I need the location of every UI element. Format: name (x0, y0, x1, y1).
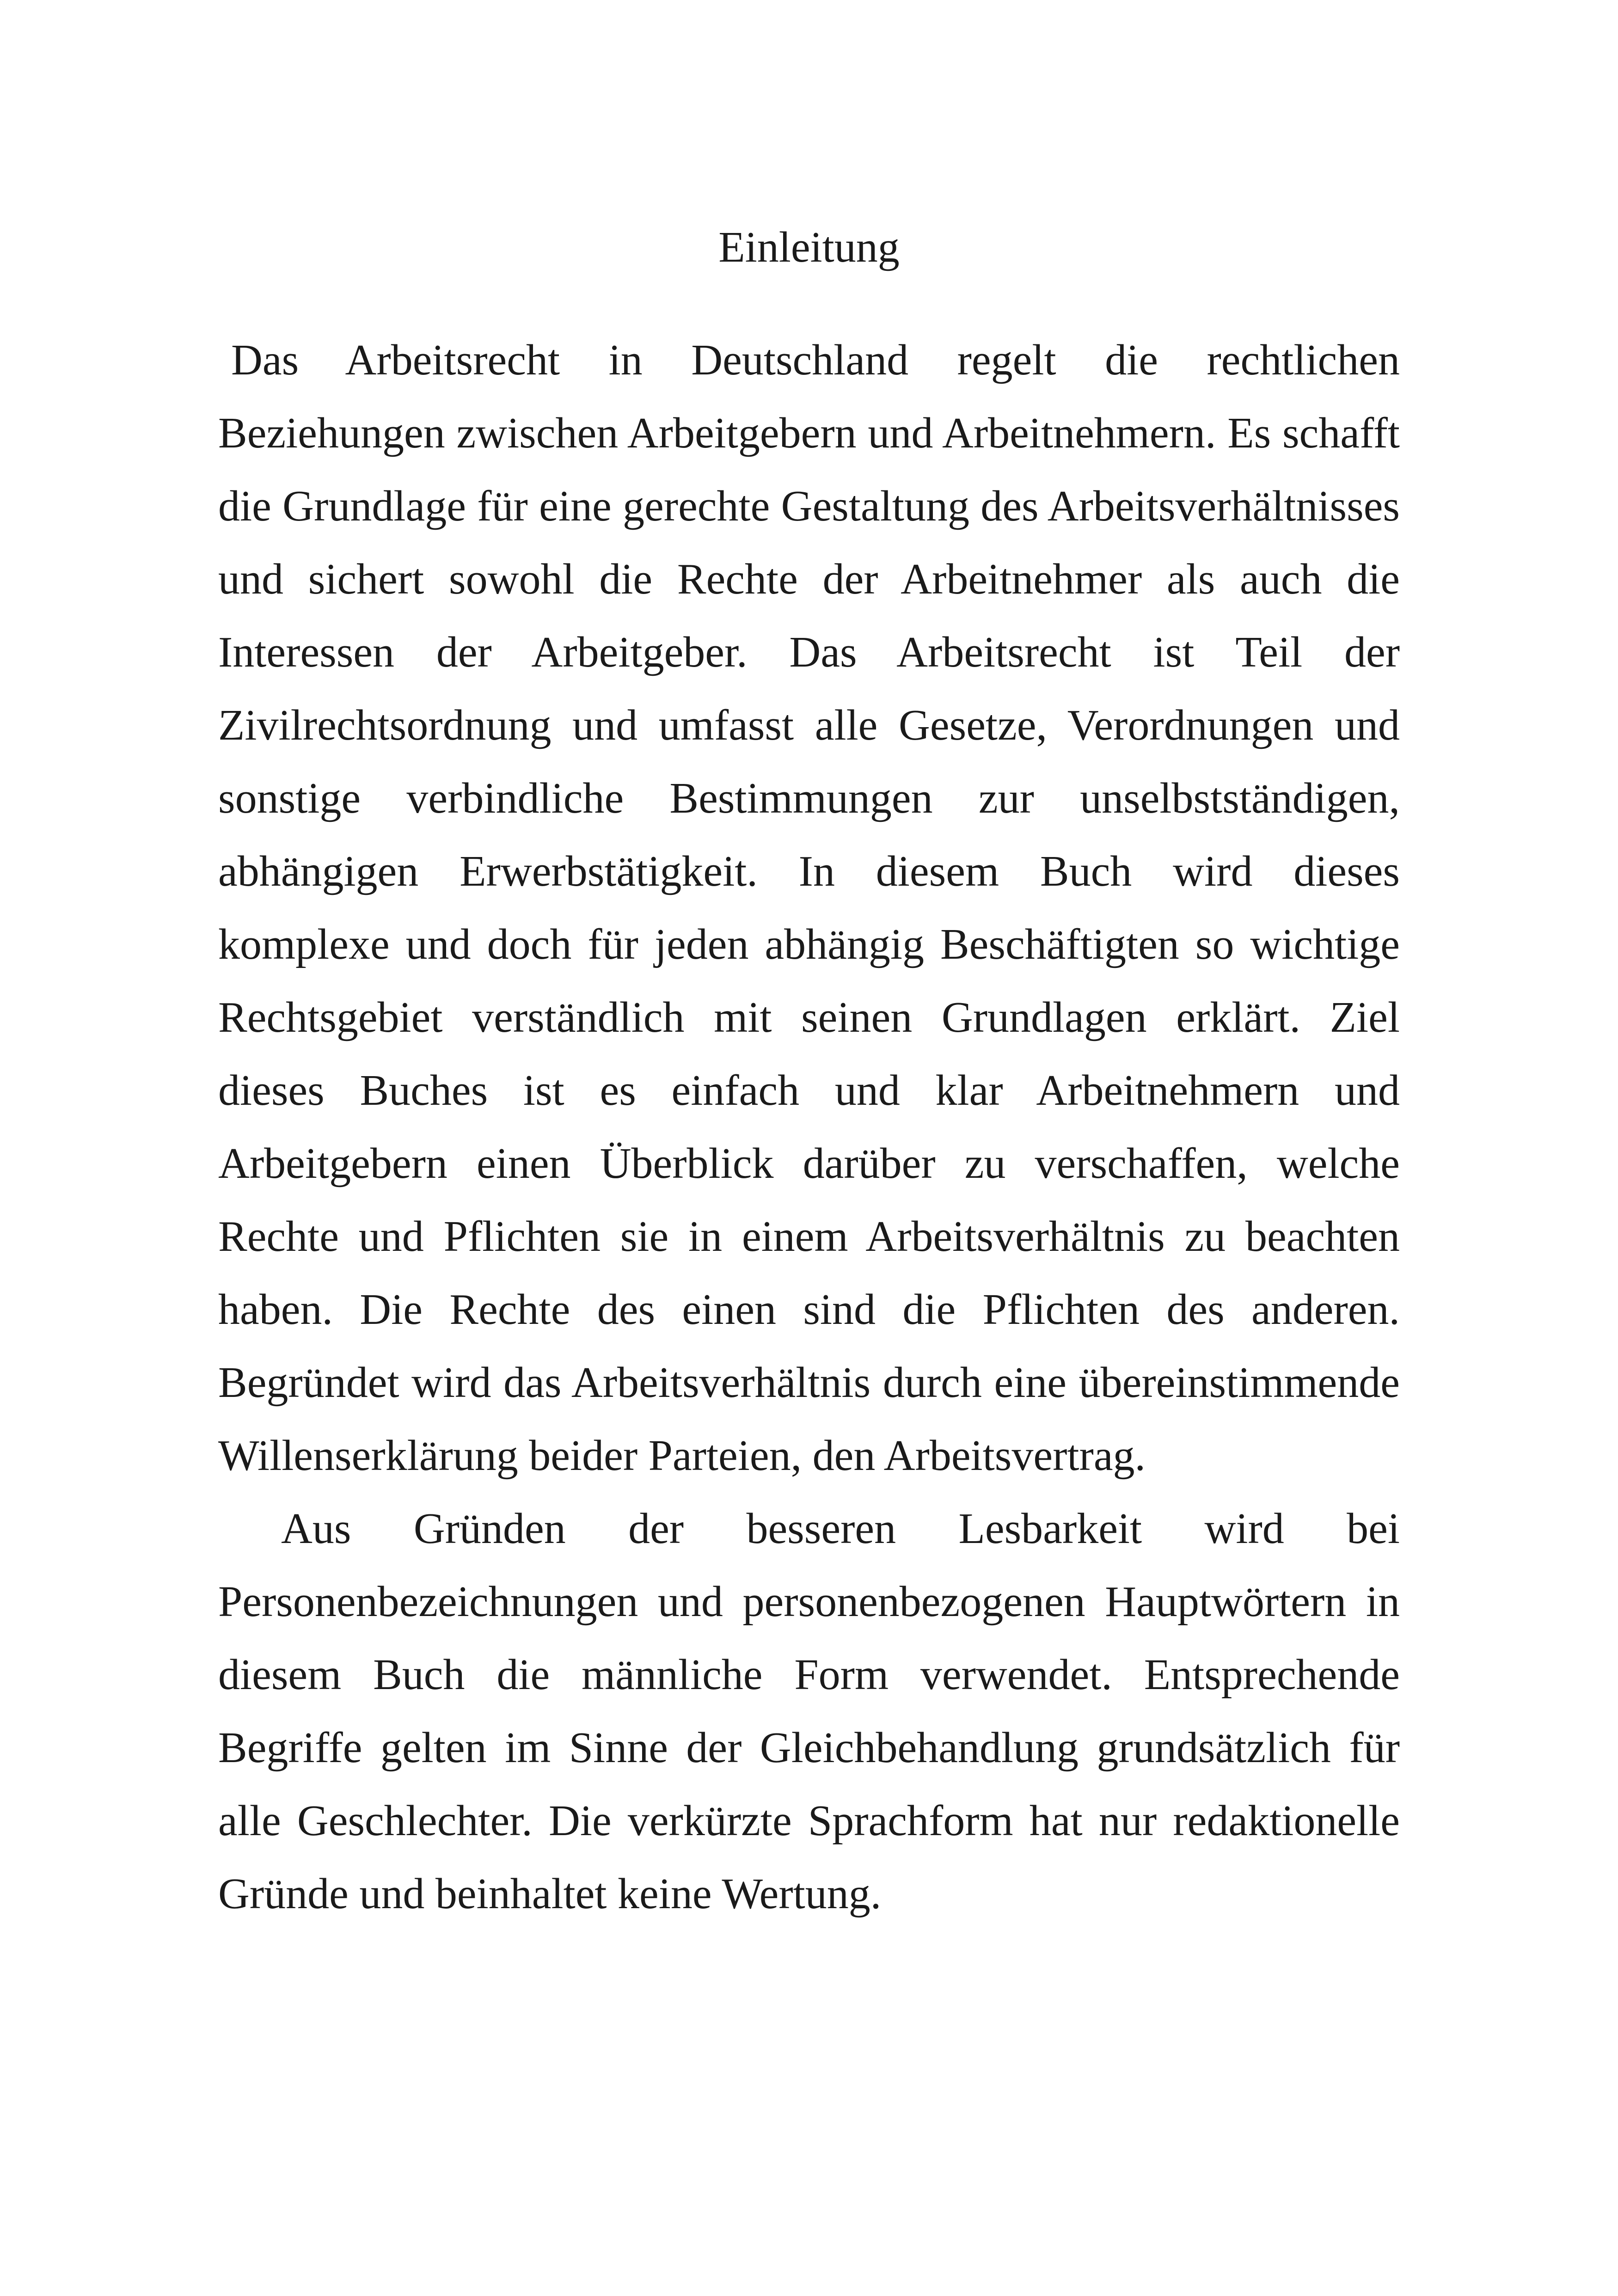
paragraph-gender-note: Aus Gründen der besseren Lesbarkeit wird bei Personenbezeichnungen und personenbezogenen Hauptwörtern in diesem Buch die männliche Form verwendet. Entsprechende Begriffe gelten im Sinne der Gleichbehandlung grundsätzlich für alle Geschlechter. Die verkürzte Sprachform hat nur redaktionelle Gründe und beinhaltet keine Wertung. (218, 1505, 1400, 1918)
paragraph-introduction: Das Arbeitsrecht in Deutschland regelt die rechtlichen Beziehungen zwischen Arbeitgebern und Arbeitnehmern. Es schafft die Grundlage für eine gerechte Gestaltung des Arbeitsverhältnisses und sichert sowohl die Rechte der Arbeitnehmer als auch die Interessen der Arbeitgeber. Das Arbeitsrecht ist Teil der Zivilrechtsordnung und umfasst alle Gesetze, Verordnungen und sonstige verbindliche Bestimmungen zur unselbstständigen, abhängigen Erwerbstätigkeit. In diesem Buch wird dieses komplexe und doch für jeden abhängig Beschäftigten so wichtige Rechtsgebiet verständlich mit seinen Grundlagen erklärt. Ziel dieses Buches ist es einfach und klar Arbeitnehmern und Arbeitgebern einen Überblick darüber zu verschaffen, welche Rechte und Pflichten sie in einem Arbeitsverhältnis zu beachten haben. Die Rechte des einen sind die Pflichten des anderen. Begründet wird das Arbeitsverhältnis durch eine übereinstimmende Willenserklärung beider Parteien, den Arbeitsvertrag. (218, 336, 1400, 1480)
page-title: Einleitung (718, 223, 900, 271)
body-text (218, 324, 1400, 1930)
